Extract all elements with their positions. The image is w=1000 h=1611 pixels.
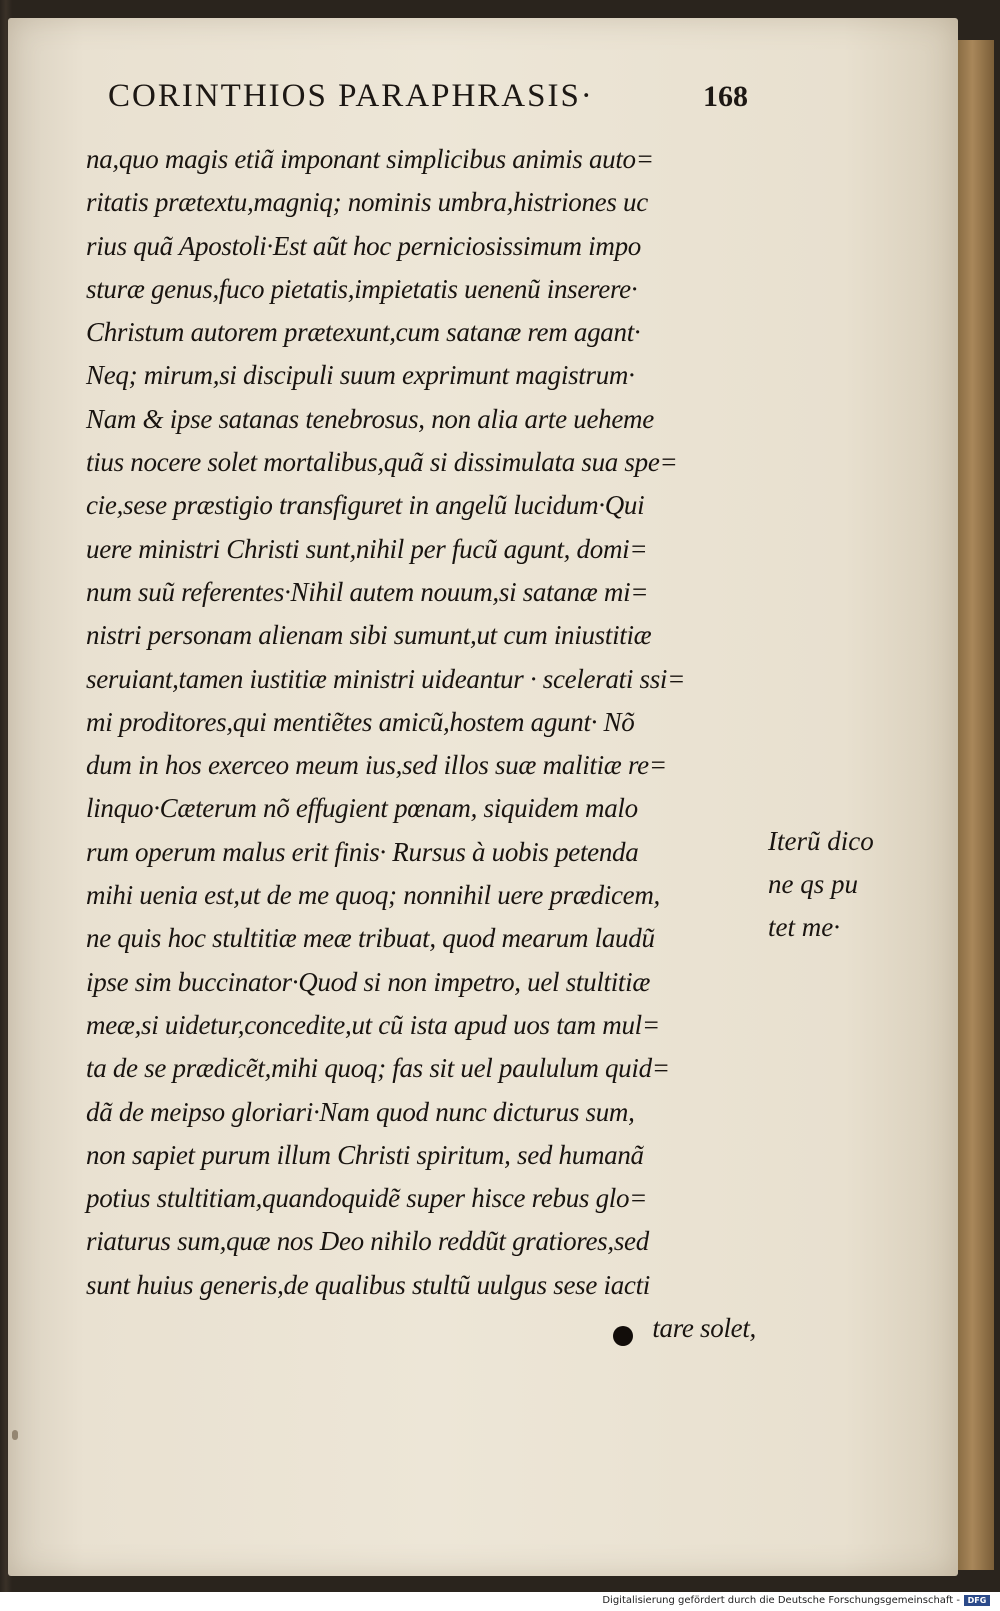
text-line: tius nocere solet mortalibus,quã si dissimulata sua spe= [86, 447, 678, 478]
margin-note-line: Iterũ dico [768, 826, 874, 856]
page-number: 168 [703, 80, 748, 113]
text-line: Christum autorem prætexunt,cum satanæ rem agant· [86, 317, 641, 348]
body-text [86, 138, 766, 1350]
text-line: num suũ referentes·Nihil autem nouum,si satanæ mi= [86, 576, 649, 607]
text-line: ritatis prætextu,magniq; nominis umbra,histriones uc [86, 187, 648, 218]
text-line: ne quis hoc stultitiæ meæ tribuat, quod mearum laudũ [86, 923, 655, 954]
dfg-logo-icon: DFG [964, 1595, 990, 1606]
paper-stain [12, 1430, 18, 1440]
text-line: potius stultitiam,quandoquidẽ super hisce rebus glo= [86, 1183, 648, 1214]
text-line: mi proditores,qui mentiẽtes amicũ,hostem agunt· Nõ [86, 706, 635, 737]
text-line: dã de meipso gloriari·Nam quod nunc dicturus sum, [86, 1096, 635, 1127]
text-line: sturæ genus,fuco pietatis,impietatis uenenũ inserere· [86, 273, 638, 304]
text-line: dum in hos exerceo meum ius,sed illos suæ malitiæ re= [86, 750, 667, 781]
text-line: uere ministri Christi sunt,nihil per fucũ agunt, domi= [86, 533, 648, 564]
text-line: ipse sim buccinator·Quod si non impetro, uel stultitiæ [86, 966, 651, 997]
book-page-edge [958, 40, 994, 1570]
margin-note-line: tet me· [768, 912, 840, 942]
text-line: mihi uenia est,ut de me quoq; nonnihil uere prædicem, [86, 880, 661, 911]
text-line: rum operum malus erit finis· Rursus à uobis petenda [86, 836, 639, 867]
text-line: sunt huius generis,de qualibus stultũ uulgus sese iacti [86, 1269, 650, 1300]
text-line: linquo·Cæterum nõ effugient pœnam, siquidem malo [86, 793, 638, 824]
running-head [108, 78, 748, 115]
text-line: ta de se prædicẽt,mihi quoq; fas sit uel paululum quid= [86, 1053, 670, 1084]
running-head-title: CORINTHIOS PARAPHRASIS· [108, 78, 594, 114]
credit-text: Digitalisierung gefördert durch die Deutsche Forschungsgemeinschaft - [602, 1595, 960, 1606]
digitization-credit [602, 1595, 990, 1606]
catchword-line: tare solet, [652, 1313, 756, 1344]
text-line: nistri personam alienam sibi sumunt,ut cum iniustitiæ [86, 620, 652, 651]
text-line: Neq; mirum,si discipuli suum exprimunt magistrum· [86, 360, 635, 391]
text-line: na,quo magis etiã imponant simplicibus animis auto= [86, 144, 654, 174]
text-line: meæ,si uidetur,concedite,ut cũ ista apud uos tam mul= [86, 1009, 660, 1040]
text-line: rius quã Apostoli·Est aũt hoc perniciosissimum impo [86, 230, 641, 261]
ink-blot [613, 1326, 633, 1346]
text-line: cie,sese præstigio transfiguret in angelũ lucidum·Qui [86, 490, 645, 521]
margin-note-line: ne qs pu [768, 869, 858, 899]
text-line: Nam & ipse satanas tenebrosus, non alia arte ueheme [86, 403, 654, 434]
text-line: seruiant,tamen iustitiæ ministri uideantur · scelerati ssi= [86, 663, 686, 694]
text-line: riaturus sum,quæ nos Deo nihilo reddũt gratiores,sed [86, 1226, 649, 1257]
text-line: non sapiet purum illum Christi spiritum, sed humanã [86, 1139, 644, 1170]
margin-note [768, 820, 898, 949]
